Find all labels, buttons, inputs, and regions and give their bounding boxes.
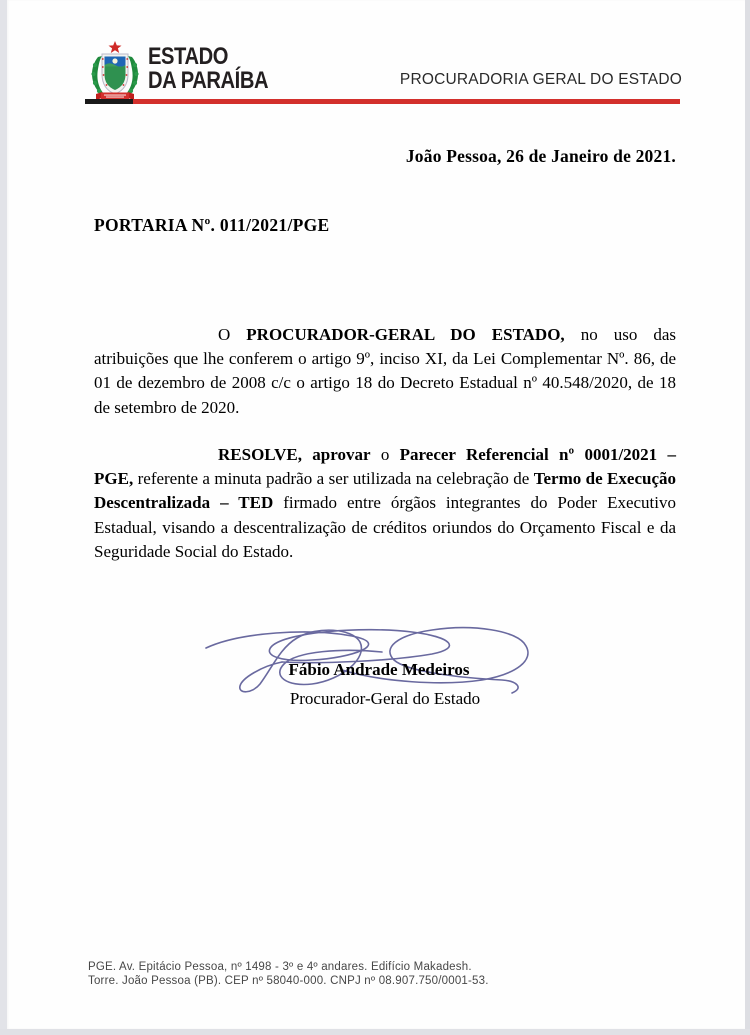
p2-seg2: o [370, 445, 400, 464]
document-page [7, 0, 745, 1029]
footer-address [88, 961, 489, 988]
scan-edge-left [0, 0, 7, 1035]
p2-seg3-bold: Parecer Referencial nº 0001/2021 – PGE, [94, 445, 676, 489]
paraiba-coat-of-arms-icon [88, 41, 142, 105]
p1-seg2-bold: PROCURADOR-GERAL DO ESTADO, [246, 325, 565, 344]
header-divider-rule [85, 99, 680, 104]
document-number: PORTARIA Nº. 011/2021/PGE [94, 215, 330, 235]
footer-line2: Torre. João Pessoa (PB). CEP nº 58040-000. CNPJ nº 08.907.750/0001-53. [88, 974, 489, 987]
p2-seg6: firmado entre órgãos integrantes do Poder Executivo Estadual, visando a descentralização de créditos oriundos do Orçamento Fiscal e da Seguridade Social do Estado. [94, 493, 676, 561]
paragraph-resolution [94, 443, 676, 564]
brand-line1: ESTADO [148, 43, 228, 70]
p2-seg5-bold: Termo de Execução Descentralizada – TED [94, 469, 676, 513]
state-brand-text [148, 45, 268, 93]
signatory-name: Fábio Andrade Medeiros [288, 660, 470, 679]
p2-seg4: referente a minuta padrão a ser utilizada na celebração de [133, 469, 534, 489]
org-name: PROCURADORIA GERAL DO ESTADO [399, 71, 682, 88]
p1-seg3: no uso das atribuições que lhe conferem o artigo 9º, inciso XI, da Lei Complementar Nº. 86, de 01 de dezembro de 2008 c/c o artigo 18 do Decreto Estadual nº 40.548/2020, de 18 de setembro de 2020. [94, 325, 676, 417]
brand-line2: DA PARAÍBA [148, 67, 269, 94]
divider-black-segment [85, 99, 133, 104]
p2-seg1-bold: RESOLVE, aprovar [218, 445, 371, 464]
signature-scribble [200, 616, 540, 698]
divider-red-segment [133, 99, 680, 104]
scan-edge-bottom [0, 1029, 750, 1035]
p1-seg1: O [218, 325, 247, 344]
date-line: João Pessoa, 26 de Janeiro de 2021. [405, 146, 676, 166]
signatory-title: Procurador-Geral do Estado [289, 689, 481, 708]
footer-line1: PGE. Av. Epitácio Pessoa, nº 1498 - 3º e 4º andares. Edifício Makadesh. [88, 961, 472, 973]
paragraph-preamble [94, 323, 676, 420]
scan-edge-right [745, 0, 750, 1035]
